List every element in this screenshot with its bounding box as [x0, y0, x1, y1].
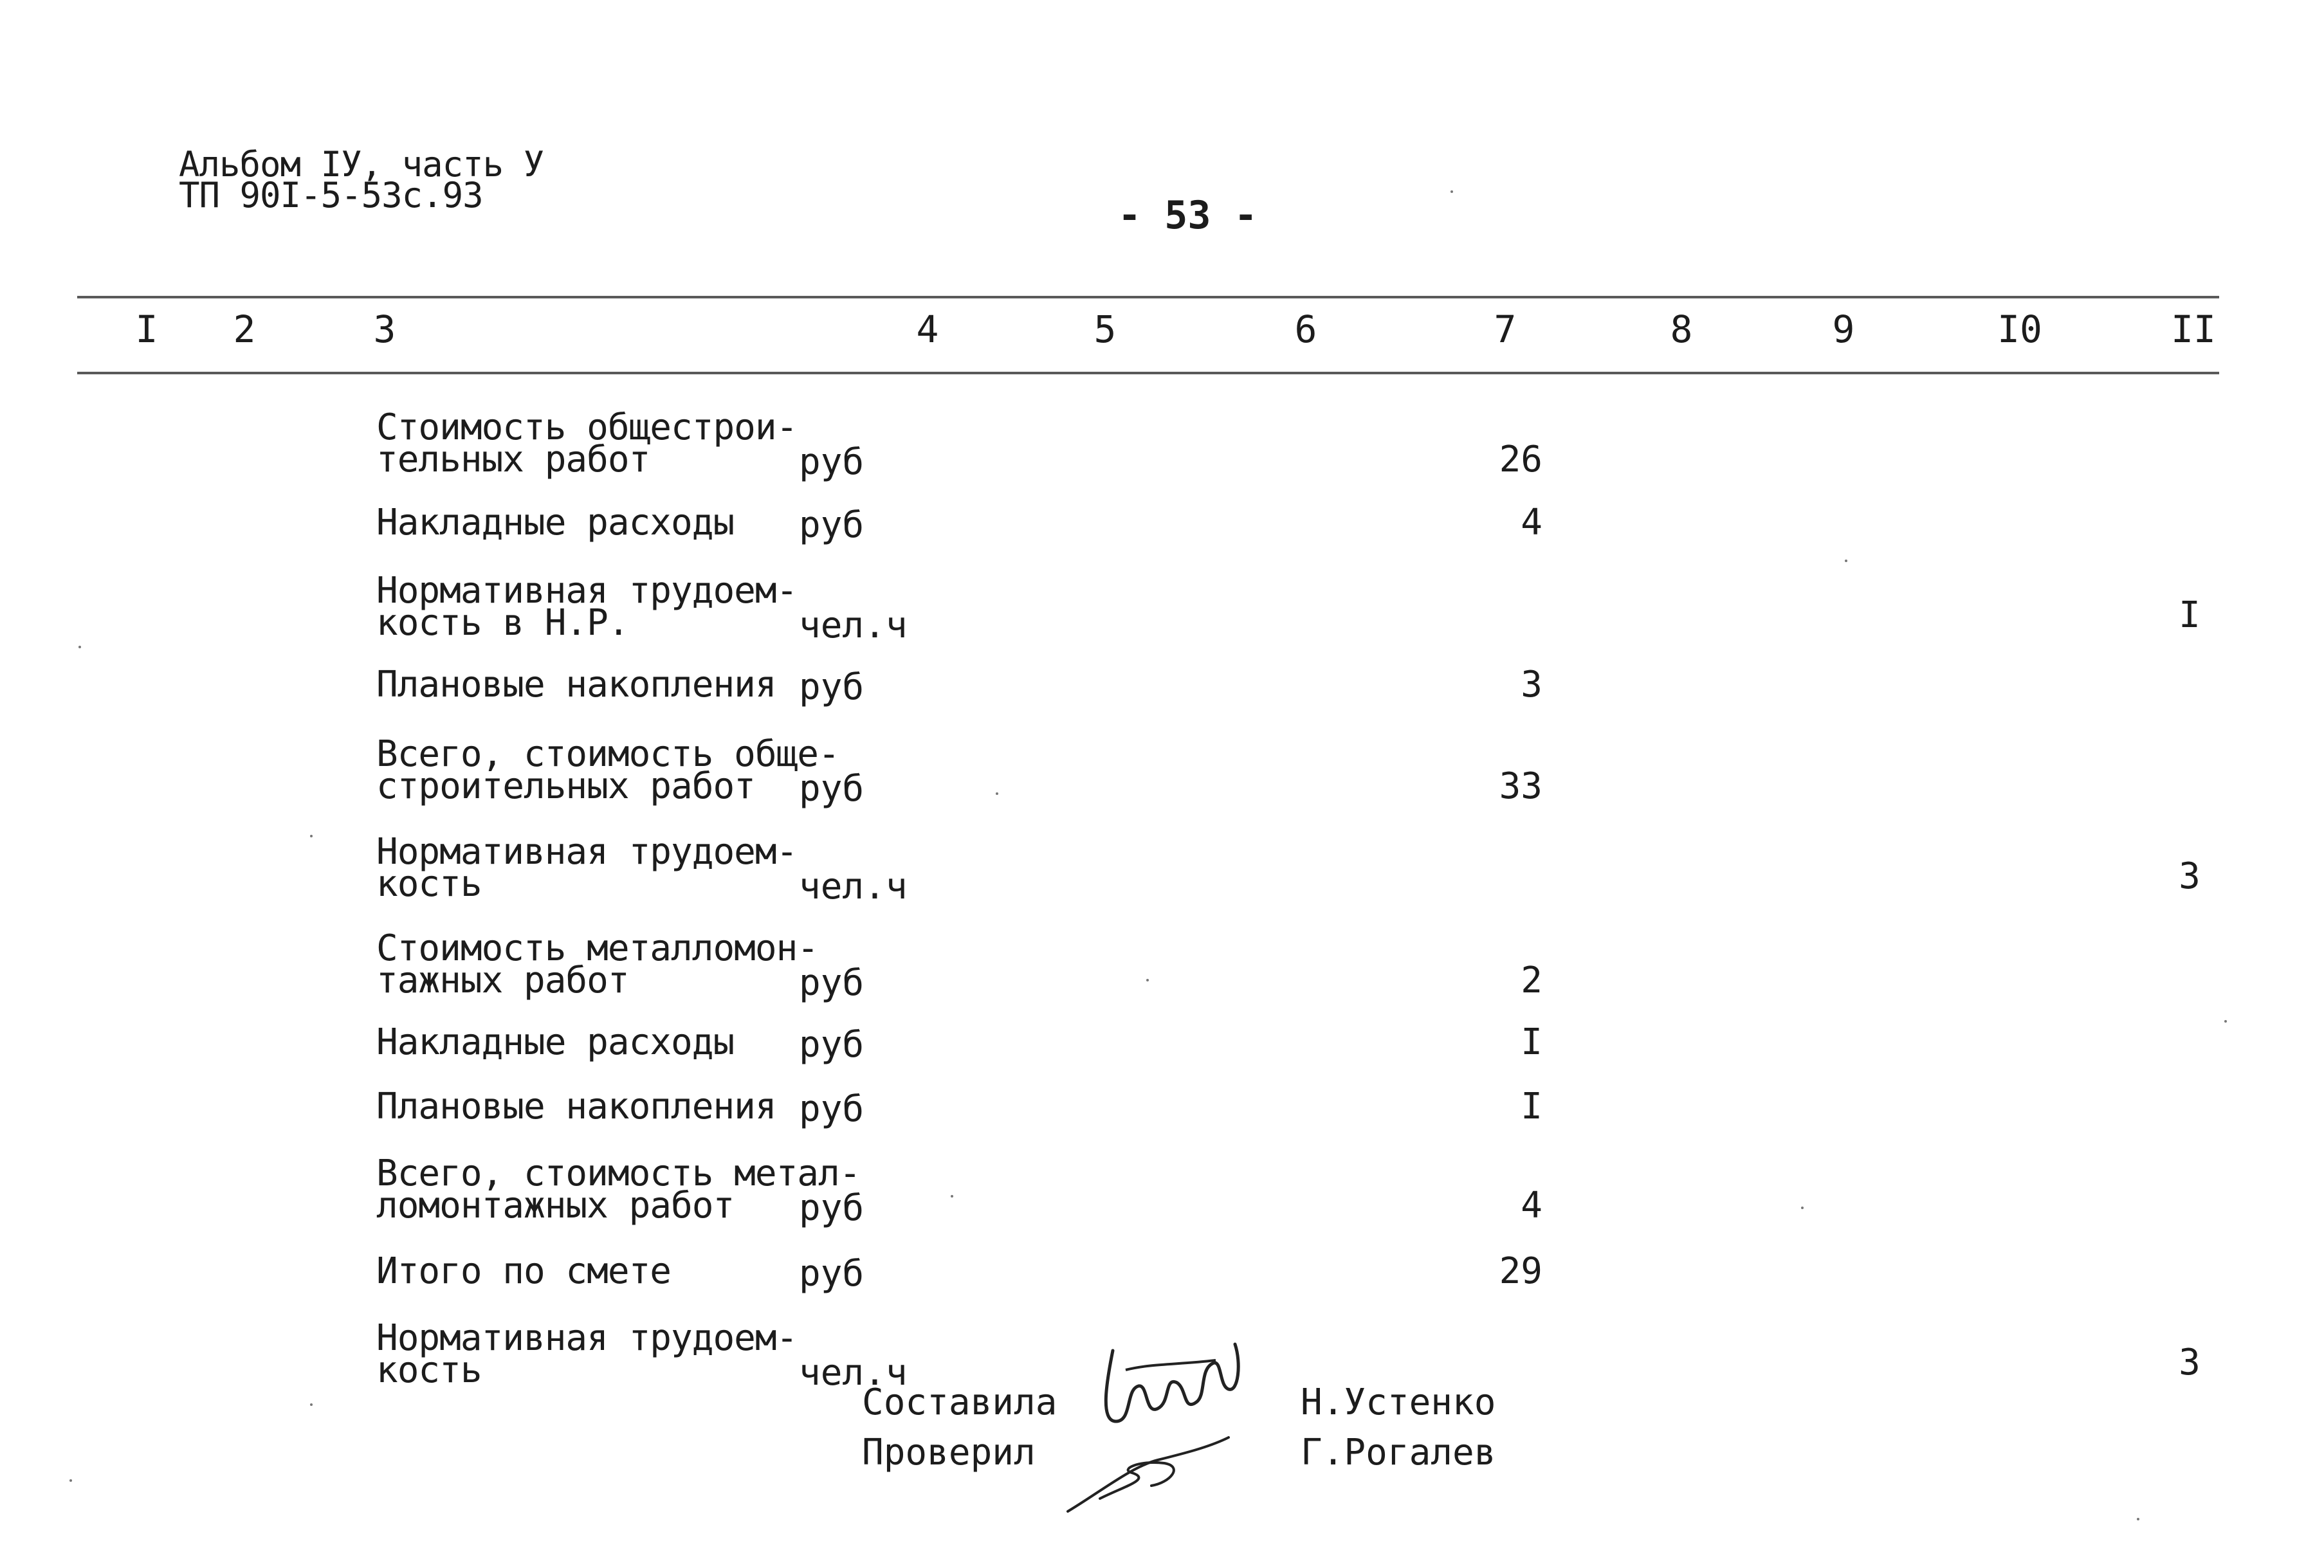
row-unit: чел.ч	[799, 866, 908, 907]
row-description-line2: кость в Н.Р.	[376, 602, 629, 644]
checked-by-name: Г.Рогалев	[1301, 1432, 1496, 1473]
row-value-col7: 2	[1521, 960, 1542, 1001]
row-description-line2: кость	[376, 1349, 482, 1391]
row-description-line2: ломонтажных работ	[376, 1185, 735, 1226]
row-value-col7: I	[1521, 1021, 1542, 1063]
row-value-col7: 4	[1521, 1185, 1542, 1226]
compiled-by-label: Составила	[862, 1381, 1057, 1423]
scan-speck	[310, 1403, 313, 1406]
row-unit: чел.ч	[799, 1352, 908, 1394]
row-description-line1: Итого по смете	[376, 1250, 672, 1292]
row-value-col11: 3	[2179, 855, 2200, 897]
row-value-col11: I	[2179, 594, 2200, 636]
scan-speck	[1801, 1207, 1804, 1209]
row-description-line2: тельных работ	[376, 439, 650, 480]
column-number-10: I0	[1997, 307, 2042, 351]
table-top-rule	[77, 296, 2219, 298]
row-unit: руб	[799, 1253, 865, 1295]
row-value-col7: 3	[1521, 664, 1542, 706]
row-unit: руб	[799, 1088, 865, 1130]
row-description-line1: Накладные расходы	[376, 502, 735, 543]
compiled-by-name: Н.Устенко	[1301, 1381, 1496, 1423]
row-description-line2: тажных работ	[376, 960, 629, 1001]
row-description-line1: Нормативная трудоем-	[376, 831, 798, 873]
row-description-line1: Нормативная трудоем-	[376, 570, 798, 612]
page-number: - 53 -	[1118, 193, 1258, 238]
column-number-11: II	[2171, 307, 2216, 351]
row-unit: руб	[799, 666, 865, 708]
column-number-5: 5	[1093, 307, 1117, 351]
row-unit: руб	[799, 1187, 865, 1229]
row-value-col7: 29	[1499, 1250, 1542, 1292]
row-description-line2: строительных работ	[376, 765, 755, 807]
scan-speck	[2224, 1020, 2227, 1023]
row-description-line1: Нормативная трудоем-	[376, 1317, 798, 1359]
row-unit: руб	[799, 441, 865, 483]
row-description-line1: Накладные расходы	[376, 1021, 735, 1063]
row-description-line2: кость	[376, 863, 482, 905]
row-description-line1: Всего, стоимость обще-	[376, 733, 839, 775]
column-number-1: I	[135, 307, 158, 351]
row-description-line1: Плановые накопления	[376, 1086, 776, 1127]
column-number-9: 9	[1832, 307, 1855, 351]
row-description-line1: Стоимость общестрои-	[376, 406, 798, 448]
handwritten-signature-checker	[1061, 1421, 1235, 1518]
scan-speck	[78, 646, 81, 648]
row-description-line1: Всего, стоимость метал-	[376, 1153, 861, 1194]
row-unit: руб	[799, 768, 865, 810]
project-code: ТП 90I-5-53с.93	[179, 175, 483, 215]
scan-speck	[1845, 560, 1847, 562]
scan-speck	[951, 1195, 953, 1198]
column-number-8: 8	[1670, 307, 1693, 351]
row-unit: руб	[799, 504, 865, 546]
scan-speck	[1146, 979, 1149, 981]
row-value-col11: 3	[2179, 1342, 2200, 1383]
table-header-rule	[77, 372, 2219, 374]
checked-by-label: Проверил	[862, 1432, 1036, 1473]
column-number-6: 6	[1294, 307, 1317, 351]
scan-speck	[310, 835, 313, 837]
row-value-col7: 4	[1521, 502, 1542, 543]
column-number-4: 4	[916, 307, 939, 351]
column-number-3: 3	[373, 307, 396, 351]
row-unit: чел.ч	[799, 605, 908, 646]
row-unit: руб	[799, 1024, 865, 1066]
row-unit: руб	[799, 962, 865, 1004]
row-value-col7: 33	[1499, 765, 1542, 807]
column-number-7: 7	[1494, 307, 1517, 351]
album-line: Альбом IУ, часть У	[179, 144, 544, 185]
scan-speck	[1450, 190, 1453, 193]
row-description-line1: Плановые накопления	[376, 664, 776, 706]
scan-speck	[69, 1479, 72, 1482]
row-value-col7: 26	[1499, 439, 1542, 480]
row-value-col7: I	[1521, 1086, 1542, 1127]
column-number-2: 2	[233, 307, 256, 351]
row-description-line1: Стоимость металломон-	[376, 927, 819, 969]
scan-speck	[996, 792, 998, 795]
scan-speck	[2137, 1518, 2139, 1520]
